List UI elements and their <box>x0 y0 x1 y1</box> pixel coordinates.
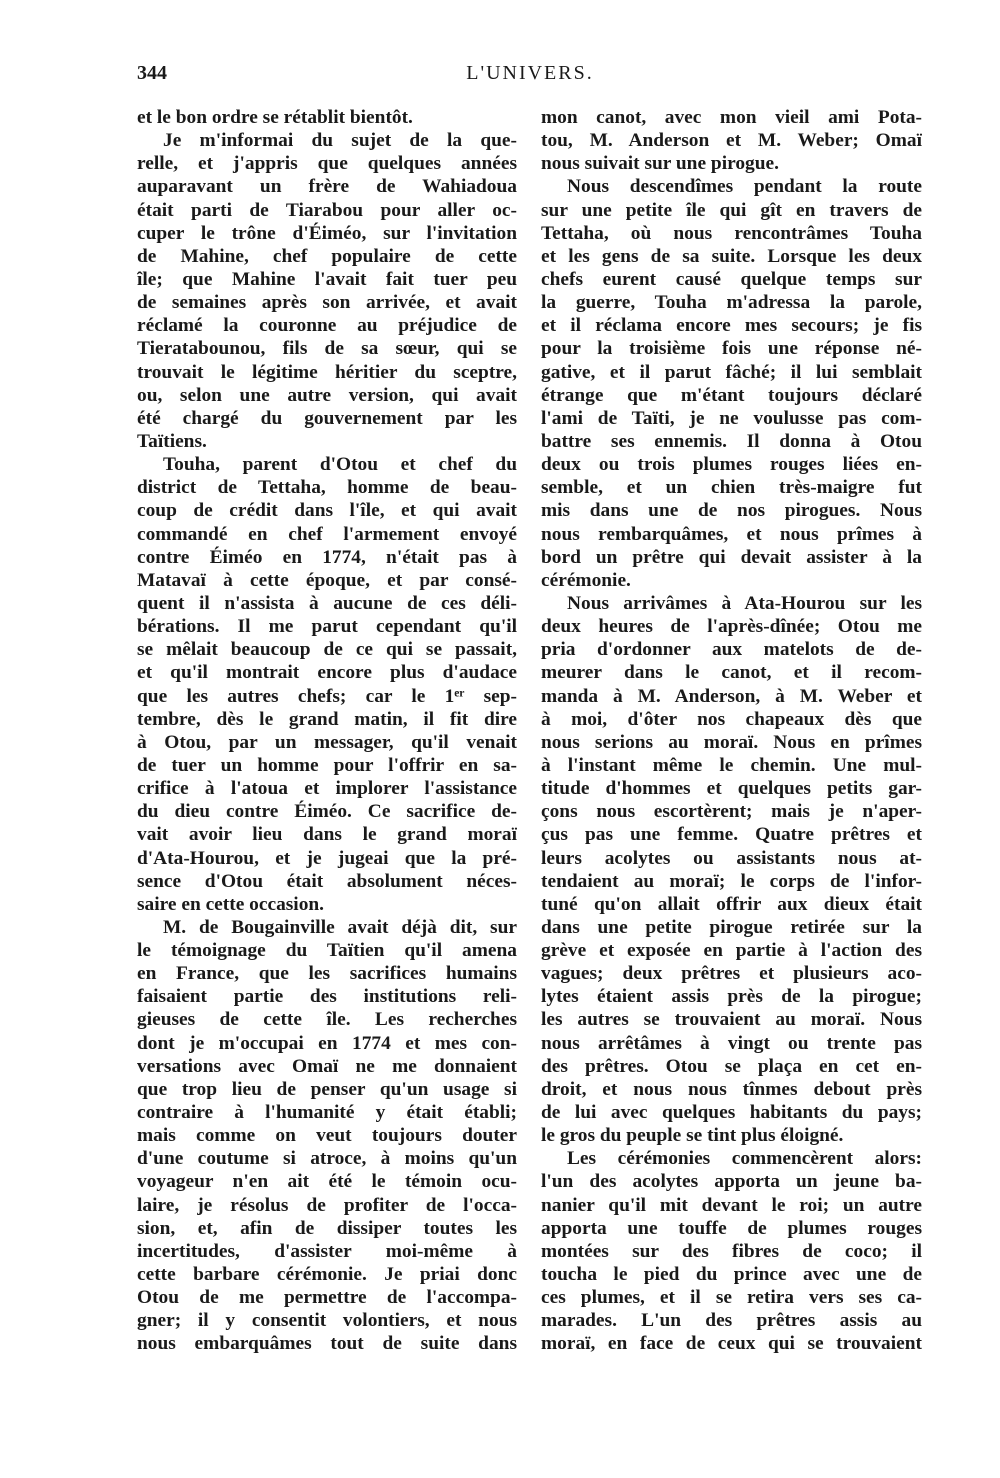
text-line: mis dans une de nos pirogues. Nous <box>541 500 922 522</box>
text-line: Nous arrivâmes à Ata-Hourou sur les <box>567 592 922 614</box>
text-line: lytes étaient assis près de la pirogue; <box>541 986 922 1008</box>
text-line: de semaines après son arrivée, et avait <box>137 292 517 314</box>
text-line: du dieu contre Éiméo. Ce sacrifice de- <box>137 801 517 823</box>
text-line: gner; il y consentit volontiers, et nous <box>137 1310 517 1332</box>
text-line: toucha le pied du prince avec une de <box>541 1264 922 1286</box>
text-line: contre Éiméo en 1774, n'était pas à <box>137 546 517 568</box>
text-line: dans une petite pirogue retirée sur la <box>541 916 922 938</box>
text-line: pour la troisième fois une réponse né- <box>541 338 922 360</box>
text-line: bord un prêtre qui devait assister à la <box>541 546 922 568</box>
text-column-left <box>137 106 517 1356</box>
text-line: tendaient au moraï; le corps de l'infor- <box>541 870 922 892</box>
text-line: et les gens de sa suite. Lorsque les deux <box>541 245 922 267</box>
text-line: à Otou, par un messager, qu'il venait <box>137 731 517 753</box>
text-line: sur une petite île qui gît en travers de <box>541 199 922 221</box>
text-line: deux heures de l'après-dînée; Otou me <box>541 616 922 638</box>
text-line: tembre, dès le grand matin, il fit dire <box>137 708 517 730</box>
text-line: à l'instant même le chemin. Une mul- <box>541 754 922 776</box>
text-line: voyageur n'en ait été le témoin ocu- <box>137 1171 517 1193</box>
text-line: Je m'informai du sujet de la que- <box>163 130 517 152</box>
text-line: en France, que les sacrifices humains <box>137 963 517 985</box>
text-line: battre ses ennemis. Il donna à Otou <box>541 430 922 452</box>
text-line: le témoignage du Taïtien qu'il amena <box>137 940 517 962</box>
text-line: sence d'Otou était absolument néces- <box>137 870 517 892</box>
text-line: laire, je résolus de profiter de l'occa- <box>137 1194 517 1216</box>
text-line: Tieratabounou, fils de sa sœur, qui se <box>137 338 517 360</box>
text-line: relle, et j'appris que quelques années <box>137 153 517 175</box>
text-line: que les autres chefs; car le 1ᵉʳ sep- <box>137 685 517 707</box>
text-line: mon canot, avec mon vieil ami Pota- <box>541 107 922 128</box>
text-line: cette barbare cérémonie. Je priai donc <box>137 1264 517 1286</box>
text-line: manda à M. Anderson, à M. Weber et <box>541 685 922 707</box>
text-line: leurs acolytes ou assistants nous at- <box>541 847 922 869</box>
text-line: de tuer un homme pour l'offrir en sa- <box>137 754 517 776</box>
text-line: Les cérémonies commencèrent alors: <box>567 1148 922 1170</box>
text-line: nous embarquâmes tout de suite dans <box>137 1333 517 1355</box>
text-line: vait avoir lieu dans le grand moraï <box>137 824 517 846</box>
text-line: de lui avec quelques habitants du pays; <box>541 1102 922 1124</box>
text-line: saire en cette occasion. <box>137 893 325 915</box>
text-line: nous suivait sur une pirogue. <box>541 153 779 175</box>
running-title: L'UNIVERS. <box>466 62 594 84</box>
text-line: faisaient partie des institutions reli- <box>137 986 517 1008</box>
text-line: sion, et, afin de dissiper toutes les <box>137 1217 517 1239</box>
text-line: gative, et il parut fâché; il lui semblait <box>541 361 922 383</box>
text-line: deux ou trois plumes rouges liées en- <box>541 454 922 476</box>
text-line: dont je m'occupai en 1774 et mes con- <box>137 1032 517 1054</box>
text-line: île; que Mahine l'avait fait tuer peu <box>137 268 517 290</box>
text-line: les autres se trouvaient au moraï. Nous <box>541 1009 922 1031</box>
text-line: que trop lieu de penser qu'un usage si <box>137 1078 517 1100</box>
text-line: chefs eurent causé quelque temps sur <box>541 268 922 290</box>
text-line: réclamé la couronne au préjudice de <box>137 315 517 337</box>
text-line: marades. L'un des prêtres assis au <box>541 1310 922 1332</box>
text-line: tuné qu'on allait offrir aux dieux était <box>541 893 922 915</box>
text-line: vagues; deux prêtres et plusieurs aco- <box>541 963 922 985</box>
text-line: grève et exposée en partie à l'action des <box>541 940 922 962</box>
text-column-right <box>541 106 922 1356</box>
text-line: pria d'ordonner aux matelots de de- <box>541 639 922 661</box>
text-line: cérémonie. <box>541 569 631 591</box>
text-line: Touha, parent d'Otou et chef du <box>163 454 517 476</box>
text-line: des prêtres. Otou se plaça en cet en- <box>541 1055 922 1077</box>
text-line: ou, selon une autre version, qui avait <box>137 384 517 406</box>
text-line: nous rembarquâmes, et nous prîmes à <box>541 523 922 545</box>
text-line: moraï, en face de ceux qui se trouvaient <box>541 1333 922 1355</box>
text-line: tou, M. Anderson et M. Weber; Omaï <box>541 130 922 152</box>
text-line: contraire à l'humanité y était établi; <box>137 1102 517 1124</box>
text-line: l'un des acolytes apporta un jeune ba- <box>541 1171 922 1193</box>
text-line: Matavaï à cette époque, et par consé- <box>137 569 517 591</box>
text-line: Otou de me permettre de l'accompa- <box>137 1287 517 1309</box>
text-line: Nous descendîmes pendant la route <box>567 176 922 198</box>
text-line: se mêlait beaucoup de ce qui se passait, <box>137 639 517 661</box>
text-line: gieuses de cette île. Les recherches <box>137 1009 517 1031</box>
text-line: quent il n'assista à aucune de ces déli- <box>137 592 517 614</box>
text-line: crifice à l'atoua et implorer l'assistance <box>137 778 517 800</box>
text-line: nanier qu'il mit devant le roi; un autre <box>541 1194 922 1216</box>
text-line: le gros du peuple se tint plus éloigné. <box>541 1125 844 1147</box>
text-line: Taïtiens. <box>137 430 207 452</box>
text-line: étrange que m'étant toujours déclaré <box>541 384 922 406</box>
text-line: cuper le trône d'Éiméo, sur l'invitation <box>137 222 517 244</box>
text-line: incertitudes, d'assister moi-même à <box>137 1240 517 1262</box>
text-line: et le bon ordre se rétablit bientôt. <box>137 107 413 128</box>
text-line: Tettaha, où nous rencontrâmes Touha <box>541 222 922 244</box>
text-line: ces plumes, et il se retira vers ses ca- <box>541 1287 922 1309</box>
text-line: de Mahine, chef populaire de cette <box>137 245 517 267</box>
text-line: mais comme on veut toujours douter <box>137 1125 517 1147</box>
text-line: meurer dans le canot, et il recom- <box>541 662 922 684</box>
text-line: titude d'hommes et quelques petits gar- <box>541 778 922 800</box>
text-line: à moi, d'ôter nos chapeaux dès que <box>541 708 922 730</box>
text-line: çons nous escortèrent; mais je n'aper- <box>541 801 922 823</box>
text-line: çus pas une femme. Quatre prêtres et <box>541 824 922 846</box>
text-line: nous arrêtâmes à vingt ou trente pas <box>541 1032 922 1054</box>
text-line: M. de Bougainville avait déjà dit, sur <box>163 916 517 938</box>
text-line: district de Tettaha, homme de beau- <box>137 477 517 499</box>
text-line: la guerre, Touha m'adressa la parole, <box>541 292 922 314</box>
text-line: nous serions au moraï. Nous en prîmes <box>541 731 922 753</box>
text-line: et il réclama encore mes secours; je fis <box>541 315 922 337</box>
text-line: était parti de Tiarabou pour aller oc- <box>137 199 517 221</box>
page-number: 344 <box>137 62 167 84</box>
text-line: commandé en chef l'armement envoyé <box>137 523 517 545</box>
text-line: versations avec Omaï ne me donnaient <box>137 1055 517 1077</box>
text-line: trouvait le légitime héritier du sceptre, <box>137 361 517 383</box>
text-line: d'Ata-Hourou, et je jugeai que la pré- <box>137 847 517 869</box>
text-line: semble, et un chien très-maigre fut <box>541 477 922 499</box>
text-line: apporta une touffe de plumes rouges <box>541 1217 922 1239</box>
text-line: coup de crédit dans l'île, et qui avait <box>137 500 517 522</box>
text-line: l'ami de Taïti, je ne voulusse pas com- <box>541 407 922 429</box>
text-line: d'une coutume si atroce, à moins qu'un <box>137 1148 517 1170</box>
text-line: auparavant un frère de Wahiadoua <box>137 176 517 198</box>
text-line: bérations. Il me parut cependant qu'il <box>137 616 517 638</box>
text-line: été chargé du gouvernement par les <box>137 407 517 429</box>
text-line: montées sur des fibres de coco; il <box>541 1240 922 1262</box>
text-line: et qu'il montrait encore plus d'audace <box>137 662 517 684</box>
text-line: droit, et nous nous tînmes debout près <box>541 1078 922 1100</box>
